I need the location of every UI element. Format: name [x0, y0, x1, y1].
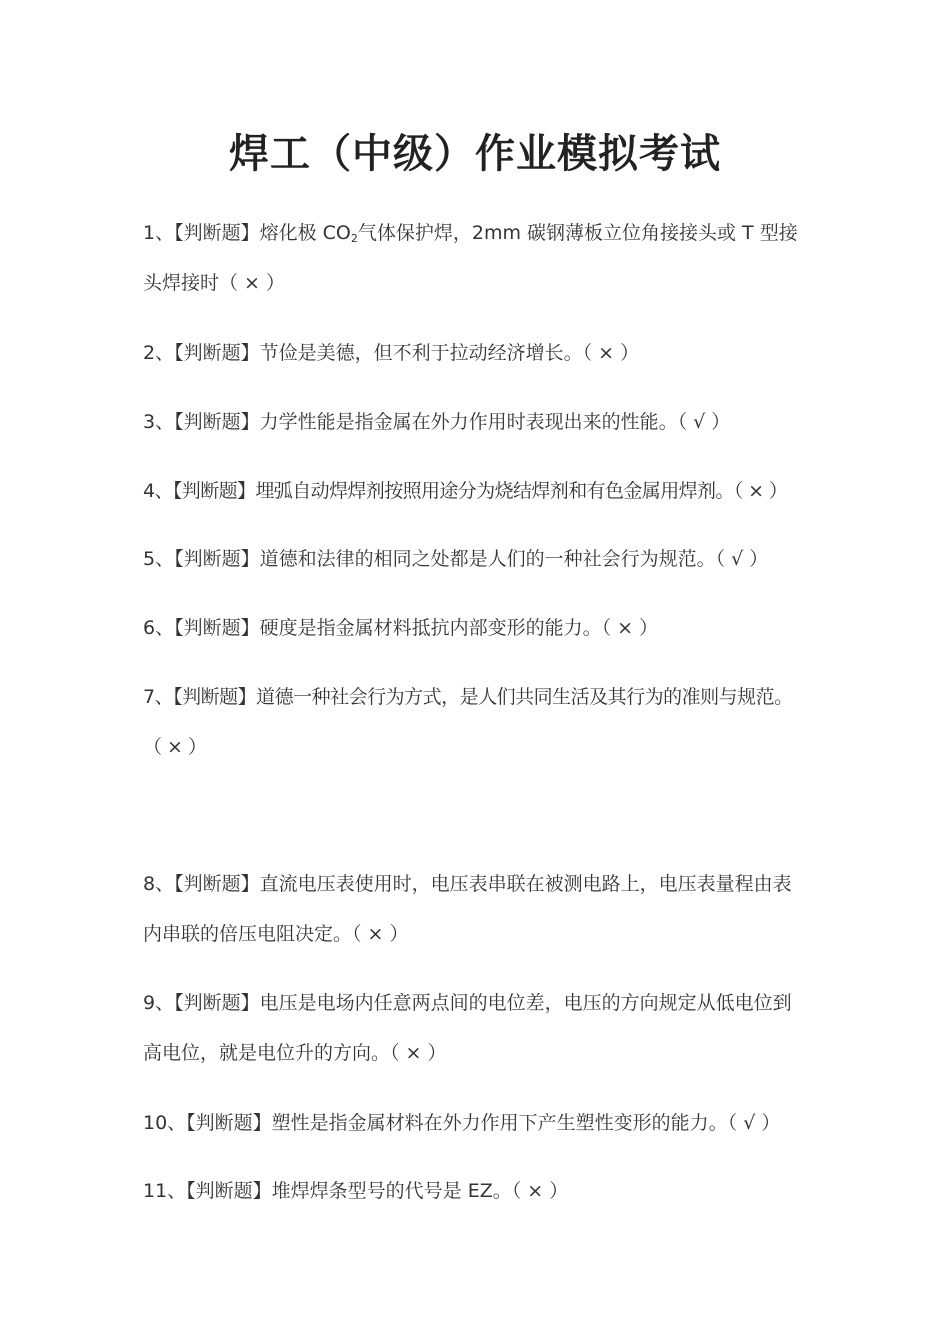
question-8-line-1: 8、【判断题】直流电压表使用时，电压表串联在被测电路上，电压表量程由表	[143, 873, 792, 895]
question-1	[143, 208, 811, 308]
question-5	[143, 534, 811, 584]
question-10	[143, 1098, 811, 1148]
question-9-line-1: 9、【判断题】电压是电场内任意两点间的电位差，电压的方向规定从低电位到	[143, 992, 792, 1014]
question-8	[143, 859, 811, 959]
question-7	[143, 672, 811, 772]
question-4	[143, 466, 811, 516]
question-4-text: 4、【判断题】埋弧自动焊焊剂按照用途分为烧结焊剂和有色金属用焊剂。（ × ）	[143, 480, 788, 502]
question-7-line-1: 7、【判断题】道德一种社会行为方式，是人们共同生活及其行为的准则与规范。	[143, 686, 793, 708]
question-8-line-2: 内串联的倍压电阻决定。（ × ）	[143, 923, 409, 945]
co2-subscript: 2	[350, 232, 358, 245]
question-2	[143, 328, 811, 378]
question-6	[143, 603, 811, 653]
question-10-text: 10、【判断题】塑性是指金属材料在外力作用下产生塑性变形的能力。（ √ ）	[143, 1112, 781, 1134]
question-2-text: 2、【判断题】节俭是美德，但不利于拉动经济增长。（ × ）	[143, 342, 640, 364]
question-7-line-2: （ × ）	[143, 736, 207, 758]
question-11-text: 11、【判断题】堆焊焊条型号的代号是 EZ。（ × ）	[143, 1180, 569, 1202]
question-3-text: 3、【判断题】力学性能是指金属在外力作用时表现出来的性能。（ √ ）	[143, 411, 731, 433]
question-1-line-2: 头焊接时（ × ）	[143, 272, 285, 294]
question-11	[143, 1166, 811, 1216]
question-5-text: 5、【判断题】道德和法律的相同之处都是人们的一种社会行为规范。（ √ ）	[143, 548, 769, 570]
question-1-line-1: 1、【判断题】熔化极 $CO_2$气体保护焊，2mm 碳钢薄板立位角接接头或 T 型接	[143, 222, 798, 245]
question-9-line-2: 高电位，就是电位升的方向。（ × ）	[143, 1042, 447, 1064]
question-6-text: 6、【判断题】硬度是指金属材料抵抗内部变形的能力。（ × ）	[143, 617, 659, 639]
question-3	[143, 397, 811, 447]
page-title: 焊工（中级）作业模拟考试	[229, 131, 721, 177]
question-9	[143, 978, 811, 1078]
